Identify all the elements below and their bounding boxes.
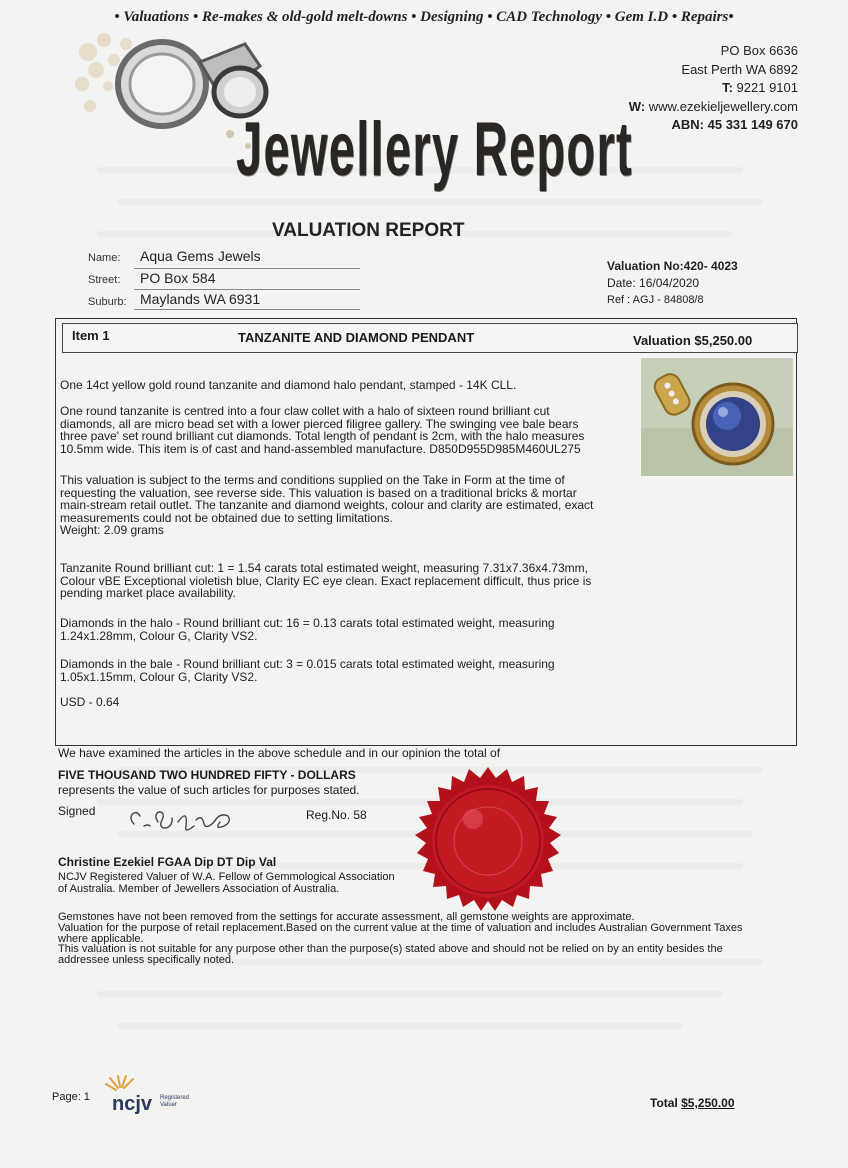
phone: 9221 9101 <box>736 80 798 95</box>
services-banner: • Valuations • Re-makes & old-gold melt-downs • Designing • CAD Technology • Gem I.D • Repairs• <box>114 9 734 25</box>
tanzanite-details: Tanzanite Round brilliant cut: 1 = 1.54 carats total estimated weight, measuring 7.31x7.36x4.73mm, Colour vBE Exceptional violetish blue, Clarity EC eye clean. Exact replacement difficult, thus price is pending market place availability. <box>60 561 592 600</box>
ncjv-registered-valuer-logo <box>100 1074 210 1114</box>
valuation-date: Date: 16/04/2020 <box>607 276 700 290</box>
web-label: W: <box>628 98 646 114</box>
total-amount <box>650 1096 735 1110</box>
svg-text:ncjv: ncjv <box>112 1093 153 1114</box>
red-wax-seal <box>403 765 573 935</box>
valuation-ref: Ref : AGJ - 84808/8 <box>607 294 704 306</box>
amount-in-words: FIVE THOUSAND TWO HUNDRED FIFTY - DOLLARS <box>58 768 356 782</box>
po-box: PO Box 6636 <box>720 43 798 58</box>
item-description-p2: One round tanzanite is centred into a four claw collet with a halo of sixteen round brilliant cut diamonds, all are micro bead set with a lower pierced filigree gallery. The swinging vee bale bears three pave' set round brilliant cut diamonds. Total length of pendant is 2cm, with the halo measures 10.5mm wide. This item is of cast and hand-assembled manufacture. D850D955D985M460UL275 <box>60 404 585 456</box>
report-title: VALUATION REPORT <box>272 220 465 241</box>
suburb-label: Suburb: <box>88 296 127 308</box>
website-link[interactable]: www.ezekieljewellery.com <box>648 98 798 114</box>
valuation-info <box>607 258 738 309</box>
phone-label: T: <box>722 80 733 95</box>
web-line <box>629 98 798 117</box>
abn: ABN: 45 331 149 670 <box>671 117 798 132</box>
customer-suburb: Maylands WA 6931 <box>140 291 261 307</box>
total-value: $5,250.00 <box>681 1096 735 1110</box>
handwritten-signature <box>122 800 262 840</box>
phone-line <box>629 79 798 98</box>
total-label: Total <box>650 1096 678 1110</box>
disclaimer: Gemstones have not been removed from the settings for accurate assessment, all gemstone weights are approximate. Valuation for the purpose of retail replacement.Based on the current value at the time of valuation and includes Australian Government Taxes where applicable. This valuation is not suitable for any purpose other than the purpose(s) stated above and should not be relied on by an entity besides the addressee unless specifically noted. <box>58 911 743 967</box>
examined-statement: We have examined the articles in the above schedule and in our opinion the total of <box>58 746 501 760</box>
item-label: Item 1 <box>72 328 110 343</box>
item-title: TANZANITE AND DIAMOND PENDANT <box>238 330 475 345</box>
customer-name: Aqua Gems Jewels <box>140 248 261 264</box>
item-description-p1: One 14ct yellow gold round tanzanite and diamond halo pendant, stamped - 14K CLL. <box>60 378 517 392</box>
halo-diamond-details: Diamonds in the halo - Round brilliant cut: 16 = 0.13 carats total estimated weight, measuring 1.24x1.28mm, Colour G, Clarity VS2. <box>60 616 555 643</box>
bale-diamond-details: Diamonds in the bale - Round brilliant cut: 3 = 0.015 carats total estimated weight, measuring 1.05x1.15mm, Colour G, Clarity VS2. <box>60 657 555 684</box>
street-underline <box>134 289 360 290</box>
valuer-credentials: NCJV Registered Valuer of W.A. Fellow of Gemmological Association of Australia. Member of Jewellers Association of Australia. <box>58 871 395 895</box>
page-number: Page: 1 <box>52 1091 90 1103</box>
name-underline <box>134 268 360 269</box>
signed-label: Signed <box>58 804 96 818</box>
suburb-underline <box>134 309 360 310</box>
item-terms: This valuation is subject to the terms and conditions supplied on the Take in Form at the time of requesting the valuation, see reverse side. This valuation is based on a traditional bricks & mortar main-stream retail outlet. The tanzanite and diamond weights, colour and clarity are estimated, exact measurements could not be obtained due to setting limitations. Weight: 2.09 grams <box>60 473 594 537</box>
pendant-photo <box>641 358 793 476</box>
street-label: Street: <box>88 274 121 286</box>
item-valuation: Valuation $5,250.00 <box>633 333 753 348</box>
valuer-name: Christine Ezekiel FGAA Dip DT Dip Val <box>58 855 277 869</box>
represents-statement: represents the value of such articles for purposes stated. <box>58 783 360 797</box>
city: East Perth WA 6892 <box>681 61 798 77</box>
customer-street: PO Box 584 <box>140 270 216 286</box>
usd-rate: USD - 0.64 <box>60 695 120 709</box>
jewellery-report-logo-title: Jewellery Report <box>236 107 633 192</box>
valuation-number: Valuation No:420- 4023 <box>607 259 738 273</box>
registration-number: Reg.No. 58 <box>306 808 367 822</box>
name-label: Name: <box>88 252 121 264</box>
svg-text:Valuer: Valuer <box>160 1102 177 1108</box>
contact-block <box>629 42 798 135</box>
svg-text:Registered: Registered <box>160 1095 190 1101</box>
